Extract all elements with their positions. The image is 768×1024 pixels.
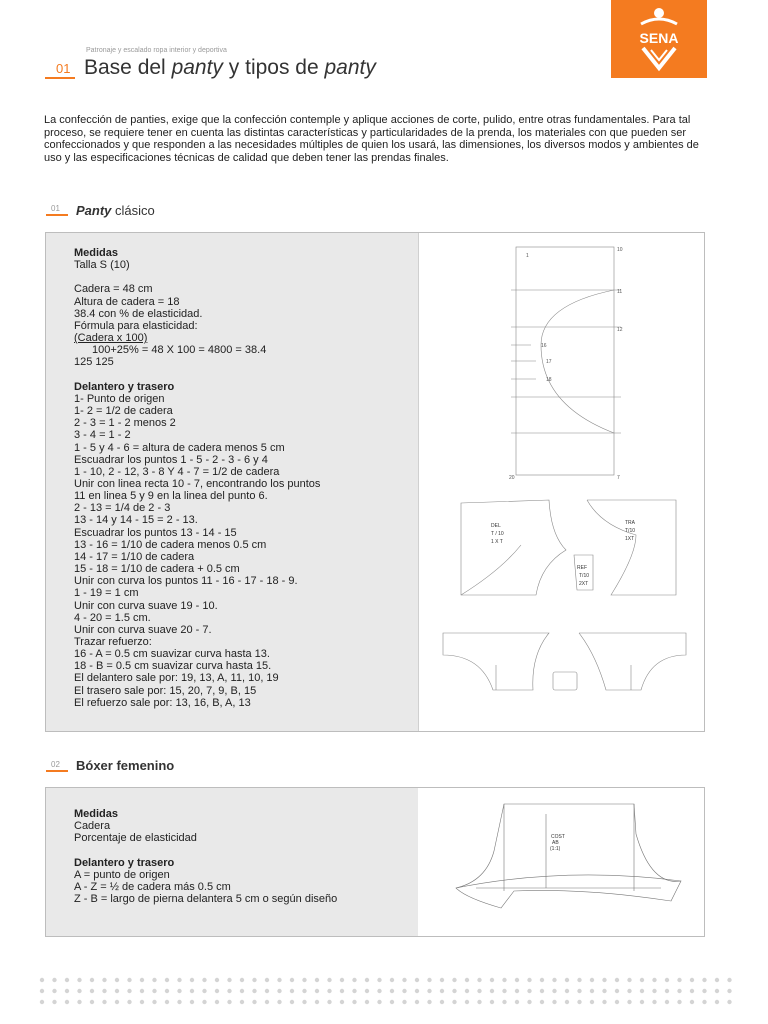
section1-box [45, 232, 705, 732]
footer-dot [715, 1000, 719, 1004]
footer-dot [290, 989, 294, 993]
footer-dot [527, 989, 531, 993]
footer-dot [715, 978, 719, 982]
footer-dot-pattern [38, 976, 738, 1006]
footer-dot [252, 989, 256, 993]
footer-dot [415, 1000, 419, 1004]
footer-dot [227, 1000, 231, 1004]
svg-text:AB: AB [552, 840, 559, 846]
svg-text:11: 11 [617, 289, 623, 295]
svg-text:18: 18 [546, 377, 552, 383]
footer-dot [652, 978, 656, 982]
footer-dot [427, 1000, 431, 1004]
footer-dot [177, 1000, 181, 1004]
footer-dot [115, 1000, 119, 1004]
footer-dot [302, 1000, 306, 1004]
svg-text:TRA: TRA [625, 520, 635, 526]
instruction-line: 1- Punto de origen [74, 392, 165, 405]
footer-dot [127, 1000, 131, 1004]
instruction-line: Z - B = largo de pierna delantera 5 cm o según diseño [74, 893, 338, 906]
footer-dot [65, 989, 69, 993]
footer-dot [677, 978, 681, 982]
instruction-line: Altura de cadera = 18 [74, 295, 180, 308]
footer-dot [390, 989, 394, 993]
footer-dot [677, 1000, 681, 1004]
footer-dot [627, 1000, 631, 1004]
instruction-line: 100+25% = 48 X 100 = 4800 = 38.4 [92, 344, 267, 357]
footer-dot [415, 978, 419, 982]
footer-dot [365, 1000, 369, 1004]
footer-dot [265, 1000, 269, 1004]
footer-dot [490, 1000, 494, 1004]
instruction-line: Delantero y trasero [74, 856, 175, 869]
footer-dot [477, 1000, 481, 1004]
section2-title: Bóxer femenino [76, 758, 175, 773]
footer-dot [140, 989, 144, 993]
footer-dot [40, 978, 44, 982]
footer-dot [540, 989, 544, 993]
header-subtitle: Patronaje y escalado ropa interior y deportiva [86, 47, 227, 54]
instruction-line: 15 - 18 = 1/10 de cadera + 0.5 cm [74, 563, 240, 576]
footer-dot [702, 978, 706, 982]
footer-dot [515, 1000, 519, 1004]
footer-dot [340, 989, 344, 993]
instruction-line [74, 271, 414, 283]
instruction-line: 2 - 13 = 1/4 de 2 - 3 [74, 502, 171, 515]
instruction-line: Unir con curva suave 19 - 10. [74, 599, 218, 612]
instruction-line: 1 - 10, 2 - 12, 3 - 8 Y 4 - 7 = 1/2 de cadera [74, 465, 280, 478]
footer-dot [40, 989, 44, 993]
footer-dot [190, 989, 194, 993]
instruction-line: Cadera [74, 820, 111, 833]
footer-dot [265, 989, 269, 993]
footer-dot [202, 989, 206, 993]
svg-text:2XT: 2XT [579, 581, 589, 587]
svg-text:10: 10 [617, 247, 623, 253]
footer-dot [727, 989, 731, 993]
instruction-line: Escuadrar los puntos 1 - 5 - 2 - 3 - 6 y 4 [74, 453, 268, 466]
instruction-line: A - Z = ½ de cadera más 0.5 cm [74, 880, 231, 893]
footer-dot [502, 1000, 506, 1004]
svg-text:1: 1 [526, 253, 529, 259]
footer-dot [590, 978, 594, 982]
instruction-line: (Cadera x 100) [74, 332, 148, 345]
section1-instructions [74, 247, 414, 709]
footer-dot [77, 1000, 81, 1004]
footer-dot [515, 978, 519, 982]
footer-dot [102, 1000, 106, 1004]
svg-text:7: 7 [617, 475, 620, 481]
footer-dot [302, 978, 306, 982]
footer-dot [52, 989, 56, 993]
instruction-line: El refuerzo sale por: 13, 16, B, A, 13 [74, 696, 251, 709]
footer-dot [177, 989, 181, 993]
footer-dot [577, 989, 581, 993]
section2-accent-line [46, 770, 68, 772]
footer-dot [165, 978, 169, 982]
footer-dot [102, 989, 106, 993]
instruction-line: 13 - 14 y 14 - 15 = 2 - 13. [74, 514, 198, 527]
instruction-line [74, 369, 414, 381]
instruction-line: A = punto de origen [74, 868, 170, 881]
footer-dot [727, 1000, 731, 1004]
footer-dot [452, 978, 456, 982]
footer-dot [690, 1000, 694, 1004]
footer-dot [527, 978, 531, 982]
instruction-line: Medidas [74, 808, 119, 820]
footer-dot [115, 989, 119, 993]
footer-dot [240, 978, 244, 982]
footer-dot [40, 1000, 44, 1004]
footer-dot [202, 978, 206, 982]
footer-dot [365, 978, 369, 982]
footer-dot [665, 978, 669, 982]
footer-dot [427, 978, 431, 982]
instruction-line: Unir con curva suave 20 - 7. [74, 623, 212, 636]
footer-dot [390, 1000, 394, 1004]
footer-dot [127, 978, 131, 982]
instruction-line: 18 - B = 0.5 cm suavizar curva hasta 15. [74, 660, 272, 673]
footer-dot [615, 989, 619, 993]
footer-dot [252, 1000, 256, 1004]
footer-dot [377, 1000, 381, 1004]
footer-dot [552, 989, 556, 993]
footer-dot [340, 978, 344, 982]
instruction-line: El trasero sale por: 15, 20, 7, 9, B, 15 [74, 684, 257, 697]
footer-dot [602, 989, 606, 993]
footer-dot [527, 1000, 531, 1004]
footer-dot [52, 978, 56, 982]
boxer-pattern-diagram [446, 796, 696, 926]
footer-dot [452, 989, 456, 993]
footer-dot [102, 978, 106, 982]
footer-dot [115, 978, 119, 982]
footer-dot [627, 978, 631, 982]
section2-box [45, 787, 705, 937]
footer-dot [665, 989, 669, 993]
instruction-line: 1- 2 = 1/2 de cadera [74, 405, 173, 418]
footer-dot [377, 978, 381, 982]
instruction-line: 14 - 17 = 1/10 de cadera [74, 550, 195, 563]
sena-logo [611, 0, 707, 78]
footer-dot [577, 978, 581, 982]
intro-paragraph: La confección de panties, exige que la confección contemple y aplique acciones de corte, pulido, entre otras fundamentales. Para tal proceso, se requiere tener en cuenta las distintas características y particularidades de la prenda, los materiales con que pueden ser confeccionados y que responden a las necesidades múltiples de quien los usará, las dimensiones, los diversos modos y ambientes de uso y las especificaciones técnicas de calidad que deben tener las prendas finales. [44, 114, 699, 164]
footer-dot [315, 1000, 319, 1004]
header-accent-line [45, 77, 75, 79]
svg-text:20: 20 [509, 475, 515, 481]
section2-instructions [74, 808, 414, 905]
instruction-line: 1 - 19 = 1 cm [74, 587, 139, 600]
footer-dot [190, 1000, 194, 1004]
footer-dot [77, 989, 81, 993]
footer-dot [640, 989, 644, 993]
section1-accent-line [46, 214, 68, 216]
instruction-line: 2 - 3 = 1 - 2 menos 2 [74, 417, 176, 430]
instruction-line: Escuadrar los puntos 13 - 14 - 15 [74, 526, 237, 539]
footer-dot [702, 989, 706, 993]
footer-dot [602, 978, 606, 982]
footer-dot [90, 978, 94, 982]
header-number: 01 [56, 61, 71, 76]
instruction-line: 3 - 4 = 1 - 2 [74, 429, 131, 442]
footer-dot [65, 978, 69, 982]
footer-dot [540, 1000, 544, 1004]
footer-dot [702, 1000, 706, 1004]
instruction-line: 11 en linea 5 y 9 en la linea del punto 6. [74, 490, 268, 503]
instruction-line: Delantero y trasero [74, 380, 175, 393]
footer-dot [140, 978, 144, 982]
page-title: Base del panty y tipos de panty [84, 56, 376, 79]
instruction-line: Talla S (10) [74, 259, 130, 272]
footer-dot [465, 989, 469, 993]
footer-dot [440, 1000, 444, 1004]
footer-dot [377, 989, 381, 993]
panel-divider [418, 233, 419, 731]
footer-dot [440, 978, 444, 982]
footer-dot [652, 1000, 656, 1004]
instruction-line: Unir con curva los puntos 11 - 16 - 17 - 18 - 9. [74, 575, 298, 588]
svg-text:COST: COST [551, 834, 565, 840]
footer-dot [490, 978, 494, 982]
footer-dot [465, 1000, 469, 1004]
footer-dot [652, 989, 656, 993]
footer-dot [165, 1000, 169, 1004]
footer-dot [252, 978, 256, 982]
svg-text:T/10: T/10 [625, 528, 636, 534]
footer-dot [352, 1000, 356, 1004]
footer-dot [90, 989, 94, 993]
svg-text:DEL: DEL [491, 523, 501, 529]
footer-dot [340, 1000, 344, 1004]
footer-dot [690, 978, 694, 982]
footer-dot [177, 978, 181, 982]
footer-dot [615, 1000, 619, 1004]
footer-dot [402, 1000, 406, 1004]
footer-dot [602, 1000, 606, 1004]
svg-text:16: 16 [541, 343, 547, 349]
instruction-line: El delantero sale por: 19, 13, A, 11, 10, 19 [74, 672, 279, 685]
footer-dot [290, 1000, 294, 1004]
footer-dot [477, 978, 481, 982]
footer-dot [352, 989, 356, 993]
panty-pattern-diagram [421, 235, 703, 729]
footer-dot [715, 989, 719, 993]
footer-dot [415, 989, 419, 993]
footer-dot [140, 1000, 144, 1004]
footer-dot [465, 978, 469, 982]
footer-dot [290, 978, 294, 982]
footer-dot [590, 989, 594, 993]
footer-dot [627, 989, 631, 993]
instruction-line: Medidas [74, 247, 119, 259]
footer-dot [165, 989, 169, 993]
svg-text:(1:1): (1:1) [550, 846, 561, 852]
footer-dot [390, 978, 394, 982]
svg-text:12: 12 [617, 327, 623, 333]
footer-dot [152, 1000, 156, 1004]
footer-dot [552, 978, 556, 982]
footer-dot [315, 978, 319, 982]
footer-dot [90, 1000, 94, 1004]
footer-dot [490, 989, 494, 993]
footer-dot [52, 1000, 56, 1004]
footer-dot [240, 989, 244, 993]
footer-dot [727, 978, 731, 982]
footer-dot [65, 1000, 69, 1004]
footer-dot [690, 989, 694, 993]
instruction-line: 16 - A = 0.5 cm suavizar curva hasta 13. [74, 648, 270, 661]
svg-text:17: 17 [546, 359, 552, 365]
footer-dot [277, 989, 281, 993]
instruction-line: Trazar refuerzo: [74, 636, 152, 648]
footer-dot [365, 989, 369, 993]
footer-dot [640, 1000, 644, 1004]
footer-dot [402, 978, 406, 982]
logo-text: SENA [639, 30, 679, 46]
footer-dot [190, 978, 194, 982]
footer-dot [265, 978, 269, 982]
instruction-line: 125 125 [74, 356, 114, 369]
svg-text:REF: REF [577, 565, 587, 571]
footer-dot [565, 1000, 569, 1004]
footer-dot [240, 1000, 244, 1004]
instruction-line: 13 - 16 = 1/10 de cadera menos 0.5 cm [74, 538, 267, 551]
footer-dot [440, 989, 444, 993]
footer-dot [502, 989, 506, 993]
footer-dot [77, 978, 81, 982]
footer-dot [665, 1000, 669, 1004]
footer-dot [277, 1000, 281, 1004]
footer-dot [565, 978, 569, 982]
footer-dot [227, 989, 231, 993]
footer-dot [477, 989, 481, 993]
footer-dot [452, 1000, 456, 1004]
footer-dot [327, 978, 331, 982]
footer-dot [427, 989, 431, 993]
section2-number: 02 [51, 760, 60, 769]
footer-dot [540, 978, 544, 982]
footer-dot [352, 978, 356, 982]
svg-text:1 X T: 1 X T [491, 539, 503, 545]
instruction-line: 4 - 20 = 1.5 cm. [74, 611, 151, 624]
footer-dot [565, 989, 569, 993]
instruction-line: Unir con linea recta 10 - 7, encontrando los puntos [74, 477, 321, 490]
footer-dot [277, 978, 281, 982]
footer-dot [127, 989, 131, 993]
footer-dot [215, 978, 219, 982]
footer-dot [315, 989, 319, 993]
footer-dot [590, 1000, 594, 1004]
instruction-line [74, 844, 414, 856]
section1-number: 01 [51, 204, 60, 213]
instruction-line: 38.4 con % de elasticidad. [74, 307, 203, 320]
footer-dot [302, 989, 306, 993]
footer-dot [552, 1000, 556, 1004]
footer-dot [502, 978, 506, 982]
footer-dot [615, 978, 619, 982]
instruction-line: 1 - 5 y 4 - 6 = altura de cadera menos 5 cm [74, 441, 285, 454]
footer-dot [327, 1000, 331, 1004]
footer-dot [152, 978, 156, 982]
svg-text:T / 10: T / 10 [491, 531, 504, 537]
footer-dot [515, 989, 519, 993]
footer-dot [577, 1000, 581, 1004]
footer-dot [215, 989, 219, 993]
instruction-line: Porcentaje de elasticidad [74, 832, 197, 845]
footer-dot [402, 989, 406, 993]
footer-dot [640, 978, 644, 982]
footer-dot [677, 989, 681, 993]
instruction-line: Fórmula para elasticidad: [74, 319, 198, 332]
svg-text:T/10: T/10 [579, 573, 590, 579]
instruction-line: Cadera = 48 cm [74, 283, 153, 296]
section1-title: Panty clásico [76, 203, 155, 218]
footer-dot [327, 989, 331, 993]
footer-dot [215, 1000, 219, 1004]
footer-dot [202, 1000, 206, 1004]
footer-dot [152, 989, 156, 993]
svg-text:1XT: 1XT [625, 536, 635, 542]
footer-dot [227, 978, 231, 982]
